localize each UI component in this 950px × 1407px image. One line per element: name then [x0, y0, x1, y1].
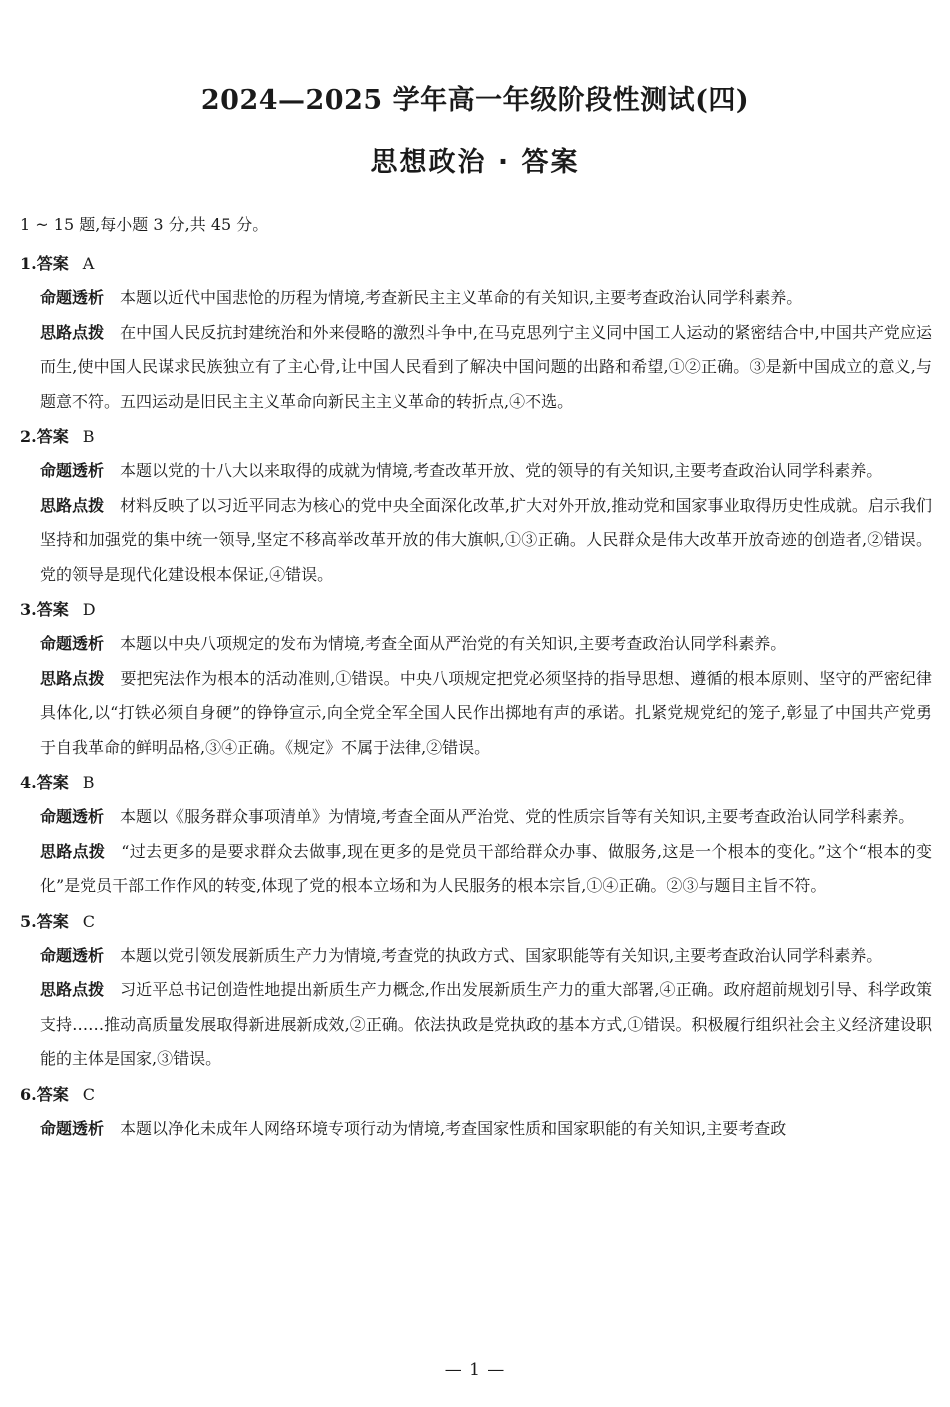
analysis-label: 命题透析 [40, 807, 105, 826]
analysis-text: 本题以党引领发展新质生产力为情境,考查党的执政方式、国家职能等有关知识,主要考查政治认同学科素养。 [120, 945, 883, 965]
question-5 [20, 904, 932, 1077]
answer-letter: B [82, 773, 95, 792]
answer-letter: B [82, 427, 95, 446]
analysis-paragraph [40, 800, 932, 835]
question-3 [20, 592, 932, 765]
hint-text: 要把宪法作为根本的活动准则,①错误。中央八项规定把党必须坚持的指导思想、遵循的根本原则、坚守的严密纪律具体化,以“打铁必须自身硬”的铮铮宣示,向全党全军全国人民作出掷地有声的承诺。扎紧党规党纪的笼子,彰显了中国共产党勇于自我革命的鲜明品格,③④正确。《规定》不属于法律,②错误。 [40, 668, 932, 757]
hint-paragraph [40, 835, 932, 904]
answer-label: 答案 [36, 773, 69, 792]
answer-label: 答案 [36, 600, 69, 619]
document-subtitle: 思想政治 · 答案 [370, 147, 580, 178]
hint-paragraph [40, 316, 932, 420]
hint-label: 思路点拨 [40, 322, 105, 342]
hint-label: 思路点拨 [40, 668, 105, 688]
answer-letter: C [82, 911, 95, 931]
question-number: 4. [20, 773, 37, 792]
hint-text: “过去更多的是要求群众去做事,现在更多的是党员干部给群众办事、做服务,这是一个根本的变化。”这个“根本的变化”是党员干部工作作风的转变,体现了党的根本立场和为人民服务的根本宗旨,①④正确。②③与题目主旨不符。 [40, 841, 932, 895]
analysis-label: 命题透析 [40, 461, 105, 480]
analysis-text: 本题以《服务群众事项清单》为情境,考查全面从严治党、党的性质宗旨等有关知识,主要考查政治认同学科素养。 [120, 807, 915, 826]
answer-label: 答案 [36, 1084, 69, 1104]
hint-text: 在中国人民反抗封建统治和外来侵略的激烈斗争中,在马克思列宁主义同中国工人运动的紧密结合中,中国共产党应运而生,使中国人民谋求民族独立有了主心骨,让中国人民看到了解决中国问题的出路和希望,①②正确。③是新中国成立的意义,与题意不符。五四运动是旧民主主义革命向新民主主义革命的转折点,④不选。 [40, 322, 932, 411]
hint-label: 思路点拨 [40, 841, 106, 861]
analysis-label: 命题透析 [40, 1118, 105, 1138]
answer-list [20, 246, 932, 1146]
hint-paragraph [40, 489, 932, 593]
question-1 [20, 246, 932, 419]
document-title: 2024—2025 学年高一年级阶段性测试(四) [200, 85, 750, 116]
analysis-label: 命题透析 [40, 634, 105, 653]
question-number: 3. [20, 600, 37, 619]
answer-letter: C [82, 1084, 95, 1104]
answer-label: 答案 [36, 254, 69, 273]
analysis-paragraph [40, 939, 932, 974]
hint-label: 思路点拨 [40, 495, 105, 515]
answer-letter: D [82, 600, 96, 619]
analysis-label: 命题透析 [40, 288, 105, 307]
question-number: 5. [20, 911, 37, 931]
question-6 [20, 1077, 932, 1147]
question-number: 6. [20, 1084, 37, 1104]
hint-label: 思路点拨 [40, 980, 105, 999]
answer-label: 答案 [36, 427, 69, 446]
scoring-intro: 1 ~ 15 题,每小题 3 分,共 45 分。 [20, 215, 269, 234]
analysis-text: 本题以近代中国悲怆的历程为情境,考查新民主主义革命的有关知识,主要考查政治认同学科素养。 [120, 288, 803, 307]
question-4 [20, 765, 932, 904]
analysis-paragraph [40, 1112, 932, 1147]
page-number: — 1 — [444, 1360, 506, 1380]
analysis-paragraph [40, 281, 932, 316]
analysis-text: 本题以党的十八大以来取得的成就为情境,考查改革开放、党的领导的有关知识,主要考查政治认同学科素养。 [120, 461, 883, 480]
analysis-paragraph [40, 627, 932, 662]
hint-paragraph [40, 662, 932, 766]
hint-paragraph [40, 973, 932, 1077]
question-number: 2. [20, 427, 37, 446]
analysis-label: 命题透析 [40, 945, 105, 965]
question-2 [20, 419, 932, 592]
answer-label: 答案 [36, 911, 69, 931]
analysis-paragraph [40, 454, 932, 489]
hint-text: 习近平总书记创造性地提出新质生产力概念,作出发展新质生产力的重大部署,④正确。政府超前规划引导、科学政策支持……推动高质量发展取得新进展新成效,②正确。依法执政是党执政的基本方式,①错误。积极履行组织社会主义经济建设职能的主体是国家,③错误。 [40, 980, 932, 1068]
analysis-text: 本题以净化未成年人网络环境专项行动为情境,考查国家性质和国家职能的有关知识,主要考查政 [120, 1118, 787, 1138]
analysis-text: 本题以中央八项规定的发布为情境,考查全面从严治党的有关知识,主要考查政治认同学科素养。 [120, 634, 787, 653]
question-number: 1. [20, 254, 37, 273]
hint-text: 材料反映了以习近平同志为核心的党中央全面深化改革,扩大对外开放,推动党和国家事业取得历史性成就。启示我们坚持和加强党的集中统一领导,坚定不移高举改革开放的伟大旗帜,①③正确。人民群众是伟大改革开放奇迹的创造者,②错误。党的领导是现代化建设根本保证,④错误。 [40, 495, 932, 584]
answer-letter: A [82, 254, 95, 273]
